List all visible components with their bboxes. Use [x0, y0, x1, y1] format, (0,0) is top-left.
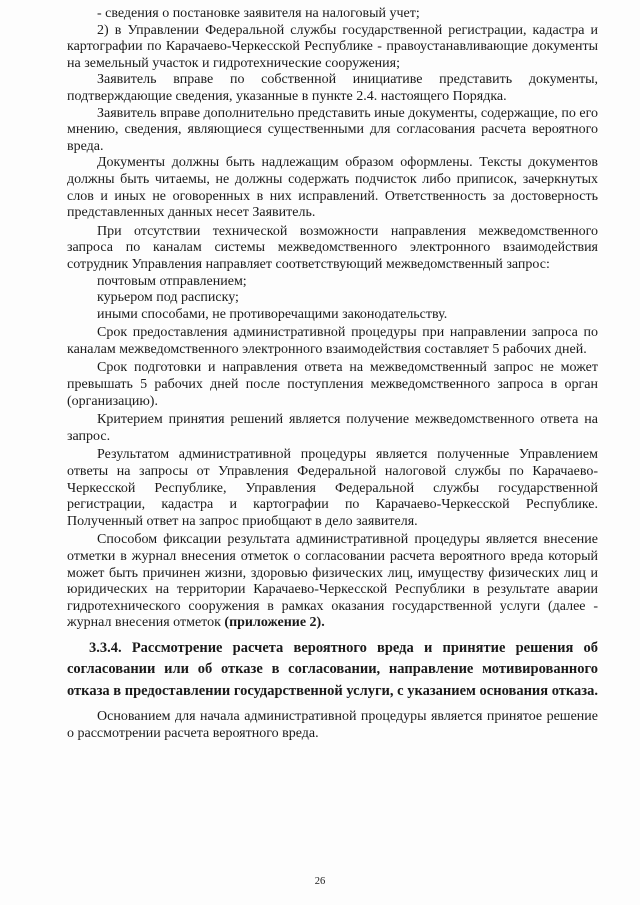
- paragraph-own-initiative: Заявитель вправе по собственной инициативе представить документы, подтверждающие сведения, указанные в пункте 2.4. настоящего Порядка.: [67, 72, 598, 104]
- paragraph-decision-criterion: Критерием принятия решений является получение межведомственного ответа на запрос.: [67, 412, 598, 444]
- list-item-mail: почтовым отправлением;: [97, 273, 247, 289]
- list-item-other-methods: иными способами, не противоречащими законодательству.: [97, 306, 448, 322]
- paragraph-additional-docs: Заявитель вправе дополнительно представить иные документы, содержащие, по его мнению, сведения, являющиеся существенными для согласования расчета вероятного вреда.: [67, 105, 598, 154]
- paragraph-document-requirements: Документы должны быть надлежащим образом оформлены. Тексты документов должны быть читаемы, не должны содержать подчисток либо приписок, зачеркнутых слов и иных не оговоренных в них исправлений. Ответственность за достоверность представленных данных несет Заявитель.: [67, 155, 598, 221]
- page-number: 26: [314, 876, 326, 887]
- section-heading: 3.3.4. Рассмотрение расчета вероятного вреда и принятие решения об согласовании или об отказе в согласовании, направление мотивированного отказа в предоставлении государственной услуги, с указанием основания отказа.: [67, 639, 599, 699]
- paragraph-no-technical-possibility: При отсутствии технической возможности направления межведомственного запроса по каналам системы межведомственного электронного взаимодействия сотрудник Управления направляет соответствующий межведомственный запрос:: [67, 223, 598, 272]
- paragraph-procedure-result: Результатом административной процедуры является полученные Управлением ответы на запросы от Управления Федеральной налоговой службы по Карачаево-Черкесской Республике, Управления Федеральной службы государственной регистрации, кадастра и картографии по Карачаево-Черкесской Республике. Полученный ответ на запрос приобщают в дело заявителя.: [67, 447, 598, 529]
- paragraph-tax-registration: - сведения о постановке заявителя на налоговый учет;: [97, 6, 420, 21]
- fixation-method-text: Способом фиксации результата административной процедуры является внесение отметки в журнал внесения отметок о согласовании расчета вероятного вреда который может быть причинен жизни, здоровью физических лиц, имуществу физических лиц и юридических на территории Карачаево-Черкесской Республики в результате аварии гидротехнического сооружения в рамках оказания государственной услуги (далее - журнал внесения отметок: [67, 532, 598, 631]
- list-item-courier: курьером под расписку;: [97, 290, 239, 306]
- paragraph-fixation-method: [67, 532, 598, 632]
- paragraph-procedure-term: Срок предоставления административной процедуры при направлении запроса по каналам межведомственного электронного взаимодействия составляет 5 рабочих дней.: [67, 325, 598, 357]
- appendix-reference: (приложение 2).: [224, 615, 325, 631]
- paragraph-procedure-basis: Основанием для начала административной процедуры является принятое решение о рассмотрении расчета вероятного вреда.: [67, 709, 598, 742]
- paragraph-response-term: Срок подготовки и направления ответа на межведомственный запрос не может превышать 5 рабочих дней после поступления межведомственного запроса в орган (организацию).: [67, 360, 598, 409]
- paragraph-rosreestr: 2) в Управлении Федеральной службы государственной регистрации, кадастра и картографии по Карачаево-Черкесской Республике - правоустанавливающие документы на земельный участок и гидротехнические сооружения;: [67, 22, 598, 71]
